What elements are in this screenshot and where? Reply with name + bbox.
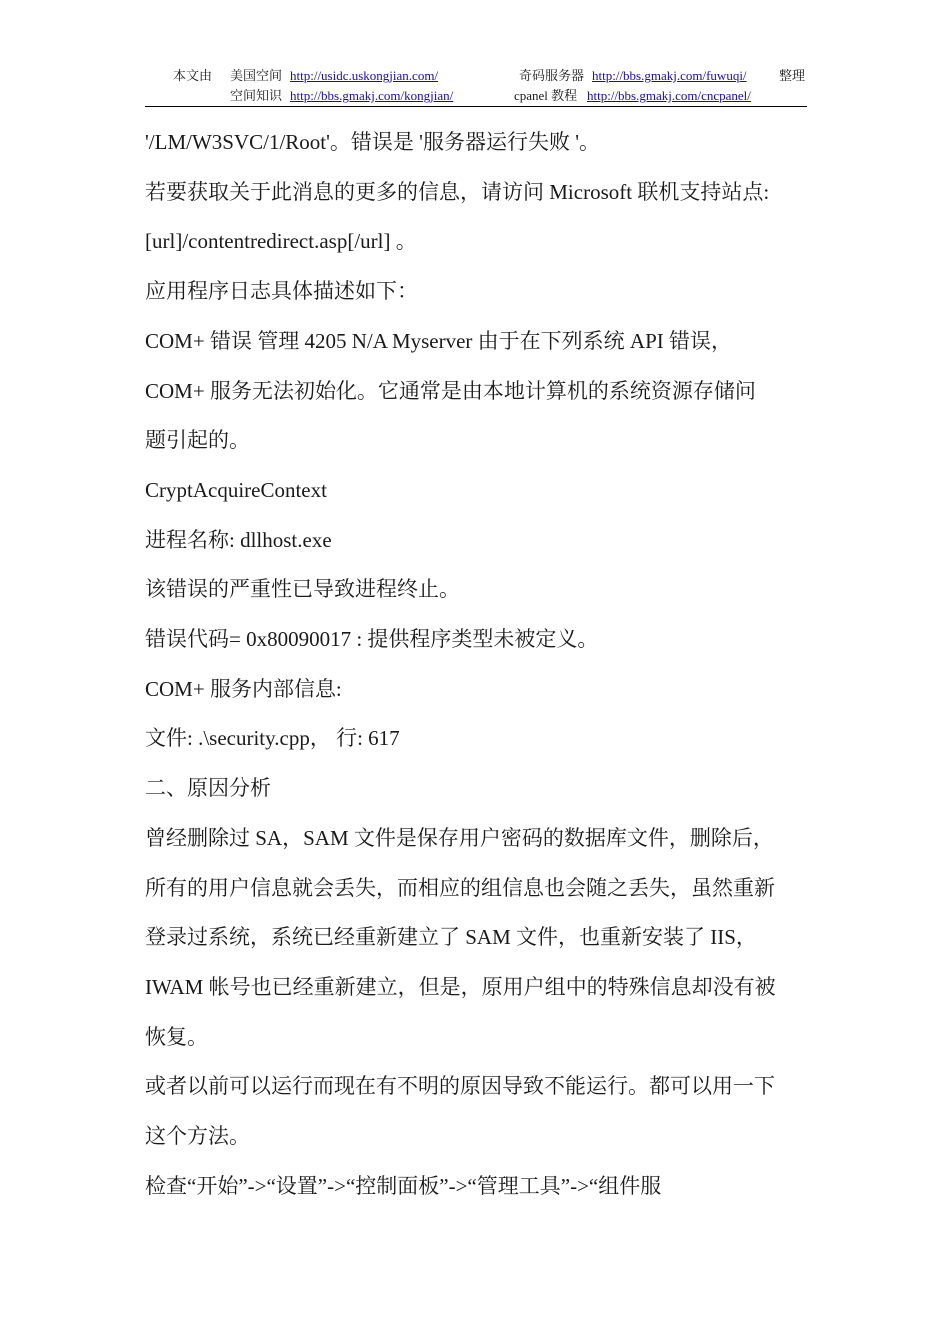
body-line: 恢复。 [145, 1024, 208, 1049]
body-line: COM+ 服务内部信息: [145, 676, 342, 701]
section-heading: 二、原因分析 [145, 776, 271, 801]
header-prefix: 本文由 [173, 68, 213, 83]
body-line: 登录过系统，系统已经重新建立了 SAM 文件，也重新安装了 IIS， [145, 925, 757, 950]
page-header [145, 66, 807, 107]
body-line: 应用程序日志具体描述如下： [145, 279, 418, 304]
header-link-fuwuqi[interactable]: http://bbs.gmakj.com/fuwuqi/ [592, 68, 747, 83]
body-line: 题引起的。 [145, 428, 250, 453]
body-line: 曾经删除过 SA，SAM 文件是保存用户密码的数据库文件，删除后， [145, 825, 774, 850]
body-line: 所有的用户信息就会丢失，而相应的组信息也会随之丢失，虽然重新 [145, 875, 775, 900]
body-line: 检查“开始”->“设置”->“控制面板”->“管理工具”->“组件服 [145, 1173, 662, 1198]
header-link-cncpanel[interactable]: http://bbs.gmakj.com/cncpanel/ [587, 88, 751, 103]
header-link-kongjian[interactable]: http://bbs.gmakj.com/kongjian/ [290, 88, 454, 103]
body-line: 错误代码= 0x80090017 : 提供程序类型未被定义。 [145, 627, 599, 652]
body-line: 文件: .\security.cpp， 行: 617 [145, 726, 400, 751]
body-line: 或者以前可以运行而现在有不明的原因导致不能运行。都可以用一下 [145, 1074, 775, 1099]
body-line: COM+ 服务无法初始化。它通常是由本地计算机的系统资源存储问 [145, 378, 756, 403]
header-label-space-knowledge: 空间知识 [230, 88, 283, 103]
header-label-us-space: 美国空间 [230, 68, 283, 83]
body-line: 若要获取关于此消息的更多的信息，请访问 Microsoft 联机支持站点: [145, 179, 770, 204]
body-line: CryptAcquireContext [145, 477, 327, 502]
body-line: 进程名称: dllhost.exe [145, 527, 332, 552]
body-line: 这个方法。 [145, 1124, 250, 1149]
body-line: 该错误的严重性已导致进程终止。 [145, 577, 460, 602]
header-label-cpanel-tutorial: cpanel 教程 [514, 88, 578, 103]
body-line: COM+ 错误 管理 4205 N/A Myserver 由于在下列系统 API 错误， [145, 328, 733, 353]
header-label-qima-server: 奇码服务器 [519, 68, 585, 83]
body-line: IWAM 帐号也已经重新建立，但是，原用户组中的特殊信息却没有被 [145, 974, 776, 999]
header-link-usidc[interactable]: http://usidc.uskongjian.com/ [290, 68, 439, 83]
header-suffix: 整理 [779, 68, 806, 83]
document-body [145, 118, 815, 1211]
body-line: '/LM/W3SVC/1/Root'。错误是 '服务器运行失败 '。 [145, 130, 600, 154]
body-line: [url]/contentredirect.asp[/url] 。 [145, 229, 417, 254]
